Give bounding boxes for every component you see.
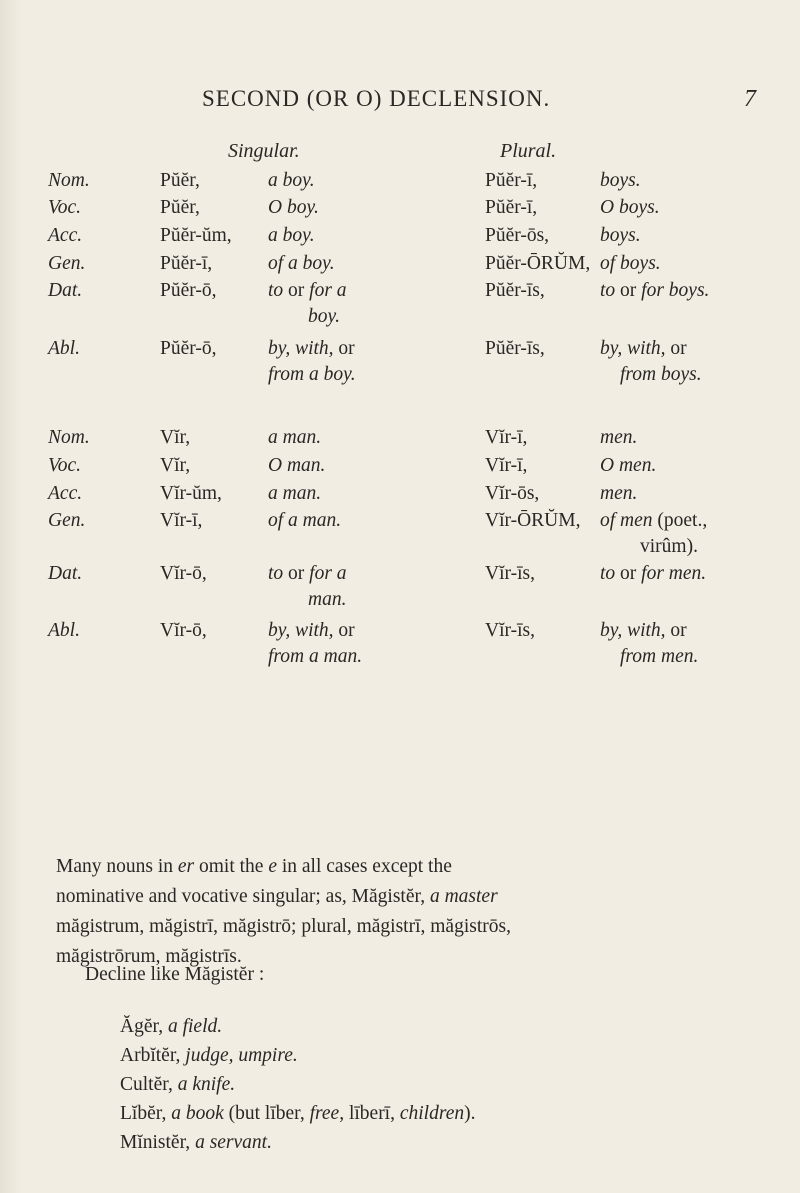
meaning-part: O boy.	[268, 197, 319, 218]
case-label: Nom.	[48, 170, 90, 191]
meaning-part: or	[615, 563, 637, 584]
meaning-part: to	[268, 280, 284, 301]
meaning-part: a man.	[268, 427, 322, 448]
decline-heading: Decline like Măgistĕr :	[85, 964, 265, 985]
sg-meaning	[268, 425, 321, 451]
sg-meaning	[268, 195, 319, 221]
paragraph-line: măgistrum, măgistrī, măgistrō; plural, măgistrī, măgistrōs,	[56, 916, 511, 937]
word-list-item	[120, 1012, 476, 1041]
pl-meaning	[600, 278, 709, 304]
sg-meaning	[268, 481, 321, 507]
meaning-part: O men.	[600, 455, 657, 476]
sg-meaning	[268, 508, 341, 534]
plural-form: Vĭr-ī,	[485, 455, 528, 476]
meaning-part: (poet.,	[652, 510, 708, 531]
meaning-part: a boy.	[268, 225, 315, 246]
singular-meaning-cont: from a man.	[268, 646, 363, 667]
pl-meaning	[600, 508, 707, 534]
case-label: Gen.	[48, 253, 86, 274]
singular-form: Pŭĕr-ō,	[160, 280, 217, 301]
singular-form: Vĭr-ō,	[160, 620, 207, 641]
singular-form: Vĭr,	[160, 455, 191, 476]
page-number: 7	[744, 86, 756, 112]
singular-form: Vĭr-ī,	[160, 510, 203, 531]
meaning-part: by, with,	[268, 620, 334, 641]
pl-meaning	[600, 168, 641, 194]
meaning-part: boys.	[600, 170, 641, 191]
meaning-part: or	[333, 338, 355, 359]
word-part: a servant.	[190, 1132, 272, 1153]
word-part: Ăgĕr,	[120, 1016, 164, 1037]
case-label: Nom.	[48, 427, 90, 448]
pl-meaning	[600, 453, 656, 479]
singular-form: Vĭr-ō,	[160, 563, 207, 584]
singular-meaning-cont: from a boy.	[268, 364, 356, 385]
case-label: Abl.	[48, 620, 80, 641]
meaning-part: or	[283, 280, 305, 301]
singular-form: Pŭĕr-ī,	[160, 253, 213, 274]
pl-meaning	[600, 481, 637, 507]
word-part: Lĭbĕr,	[120, 1103, 167, 1124]
case-label: Gen.	[48, 510, 86, 531]
singular-form: Pŭĕr-ŭm,	[160, 225, 232, 246]
meaning-part: or	[333, 620, 355, 641]
singular-form: Pŭĕr,	[160, 197, 200, 218]
pl-meaning	[600, 251, 661, 277]
paragraph-line: nominative and vocative singular; as, Măgistĕr, a master	[56, 886, 498, 907]
word-part: judge, umpire.	[180, 1045, 298, 1066]
pl-meaning	[600, 195, 660, 221]
pl-meaning	[600, 336, 687, 362]
sg-meaning	[268, 336, 355, 362]
meaning-part: a boy.	[268, 170, 315, 191]
sg-meaning	[268, 561, 347, 587]
meaning-part: a man.	[268, 483, 322, 504]
paragraph-line: măgistrōrum, măgistrīs.	[56, 946, 242, 967]
plural-form: Vĭr-īs,	[485, 563, 535, 584]
sg-meaning	[268, 278, 347, 304]
meaning-part: or	[665, 338, 687, 359]
plural-form: Vĭr-ōs,	[485, 483, 540, 504]
page-header	[0, 86, 800, 116]
rule-paragraph	[56, 852, 760, 972]
pl-meaning	[600, 223, 641, 249]
case-label: Abl.	[48, 338, 80, 359]
case-label: Voc.	[48, 197, 82, 218]
meaning-part: of a man.	[268, 510, 342, 531]
case-label: Dat.	[48, 563, 83, 584]
meaning-part: for a	[304, 280, 347, 301]
meaning-part: boys.	[600, 225, 641, 246]
meaning-part: men.	[600, 483, 638, 504]
word-part: a knife.	[172, 1074, 236, 1095]
pl-meaning	[600, 425, 637, 451]
plural-form: Pŭĕr-ōs,	[485, 225, 550, 246]
sg-meaning	[268, 453, 325, 479]
singular-form: Pŭĕr-ō,	[160, 338, 217, 359]
plural-form: Vĭr-īs,	[485, 620, 535, 641]
meaning-part: to	[600, 280, 616, 301]
meaning-part: to	[600, 563, 616, 584]
singular-heading: Singular.	[228, 140, 300, 162]
meaning-part: for boys.	[636, 280, 710, 301]
word-part: (but līber,	[223, 1103, 305, 1124]
sg-meaning	[268, 251, 335, 277]
word-part: a book	[166, 1103, 224, 1124]
word-part: Mĭnistĕr,	[120, 1132, 191, 1153]
singular-form: Vĭr-ŭm,	[160, 483, 222, 504]
meaning-part: or	[615, 280, 637, 301]
word-part: children	[394, 1103, 465, 1124]
meaning-part: by, with,	[600, 620, 666, 641]
word-part: līberī,	[344, 1103, 395, 1124]
pl-meaning	[600, 618, 687, 644]
case-label: Acc.	[48, 483, 83, 504]
meaning-part: of men	[600, 510, 653, 531]
plural-form: Pŭĕr-ŌRŬM,	[485, 253, 591, 274]
word-part: Cultĕr,	[120, 1074, 173, 1095]
page-edge-shadow	[0, 0, 22, 1193]
plural-form: Pŭĕr-ī,	[485, 170, 538, 191]
meaning-part: O man.	[268, 455, 326, 476]
plural-meaning-cont: virûm).	[640, 536, 698, 557]
running-title: SECOND (OR O) DECLENSION.	[202, 86, 551, 111]
sg-meaning	[268, 223, 315, 249]
sg-meaning	[268, 618, 355, 644]
singular-form: Pŭĕr,	[160, 170, 200, 191]
meaning-part: for a	[304, 563, 347, 584]
meaning-part: of a boy.	[268, 253, 335, 274]
word-part: free,	[304, 1103, 345, 1124]
word-part: ).	[464, 1103, 476, 1124]
meaning-part: for men.	[636, 563, 707, 584]
meaning-part: by, with,	[268, 338, 334, 359]
word-part: Arbĭtĕr,	[120, 1045, 181, 1066]
paragraph-line: Many nouns in er omit the e in all cases except the	[56, 856, 452, 877]
word-list-item	[120, 1099, 476, 1128]
plural-form: Pŭĕr-īs,	[485, 280, 545, 301]
meaning-part: men.	[600, 427, 638, 448]
word-list	[120, 1012, 476, 1157]
meaning-part: or	[665, 620, 687, 641]
plural-form: Pŭĕr-ī,	[485, 197, 538, 218]
case-label: Acc.	[48, 225, 83, 246]
case-label: Voc.	[48, 455, 82, 476]
meaning-part: by, with,	[600, 338, 666, 359]
plural-form: Vĭr-ŌRŬM,	[485, 510, 581, 531]
word-part: a field.	[163, 1016, 223, 1037]
singular-form: Vĭr,	[160, 427, 191, 448]
singular-meaning-cont: boy.	[308, 306, 340, 327]
pl-meaning	[600, 561, 706, 587]
meaning-part: to	[268, 563, 284, 584]
meaning-part: O boys.	[600, 197, 660, 218]
word-list-item	[120, 1070, 476, 1099]
singular-meaning-cont: man.	[308, 589, 347, 610]
word-list-item	[120, 1128, 476, 1157]
plural-form: Vĭr-ī,	[485, 427, 528, 448]
plural-meaning-cont: from boys.	[620, 364, 702, 385]
plural-heading: Plural.	[500, 140, 557, 162]
word-list-item	[120, 1041, 476, 1070]
plural-meaning-cont: from men.	[620, 646, 699, 667]
sg-meaning	[268, 168, 315, 194]
case-label: Dat.	[48, 280, 83, 301]
plural-form: Pŭĕr-īs,	[485, 338, 545, 359]
meaning-part: of boys.	[600, 253, 661, 274]
meaning-part: or	[283, 563, 305, 584]
